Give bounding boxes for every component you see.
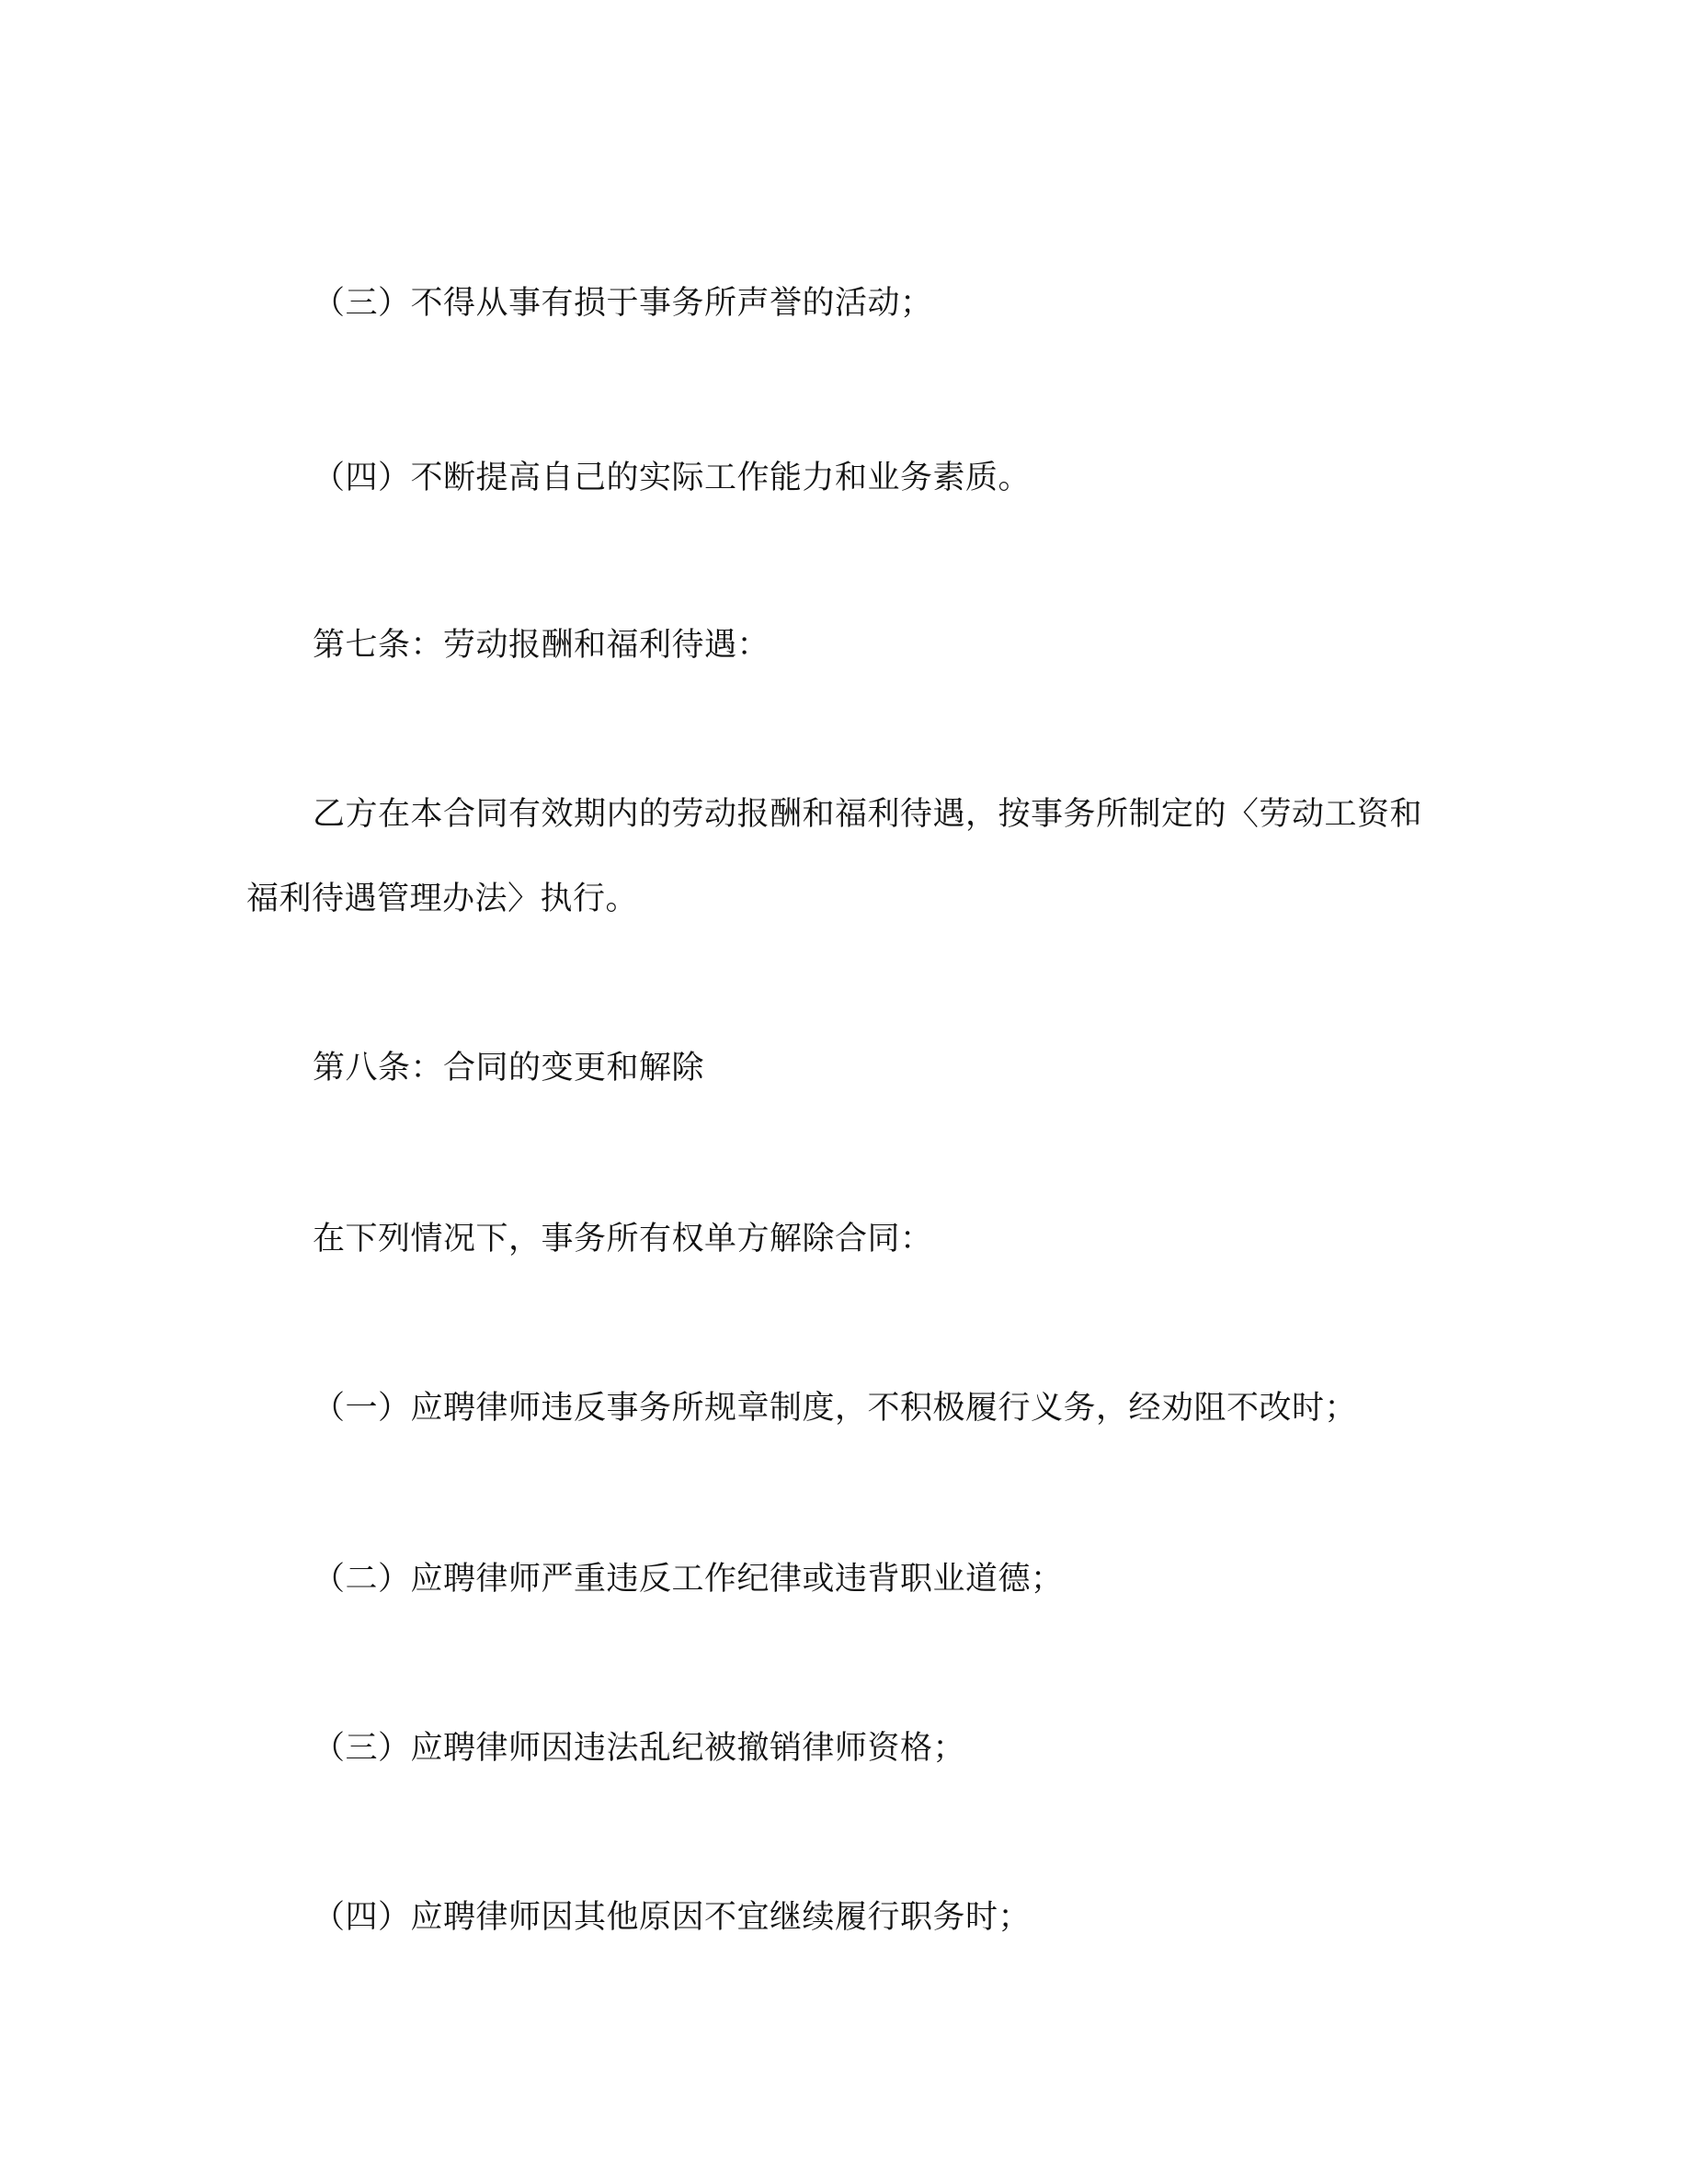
clause-item-3-no-harm-reputation: （三）不得从事有损于事务所声誉的活动； bbox=[313, 285, 933, 322]
termination-intro: 在下列情况下，事务所有权单方解除合同： bbox=[313, 1221, 933, 1257]
termination-item-1: （一）应聘律师违反事务所规章制度，不积极履行义务，经劝阻不改时； bbox=[313, 1390, 1358, 1427]
termination-item-2: （二）应聘律师严重违反工作纪律或违背职业道德； bbox=[313, 1561, 1064, 1598]
article-8-heading: 第八条：合同的变更和解除 bbox=[313, 1050, 705, 1086]
article-7-paragraph-line-1: 乙方在本合同有效期内的劳动报酬和福利待遇，按事务所制定的〈劳动工资和 bbox=[313, 796, 1423, 833]
termination-item-4: （四）应聘律师因其他原因不宜继续履行职务时； bbox=[313, 1899, 1032, 1936]
article-7-heading: 第七条：劳动报酬和福利待遇： bbox=[313, 627, 770, 664]
article-7-paragraph-line-2: 福利待遇管理办法〉执行。 bbox=[246, 881, 639, 917]
clause-item-4-improve-ability: （四）不断提高自己的实际工作能力和业务素质。 bbox=[313, 460, 1032, 496]
termination-item-3: （三）应聘律师因违法乱纪被撤销律师资格； bbox=[313, 1730, 966, 1767]
